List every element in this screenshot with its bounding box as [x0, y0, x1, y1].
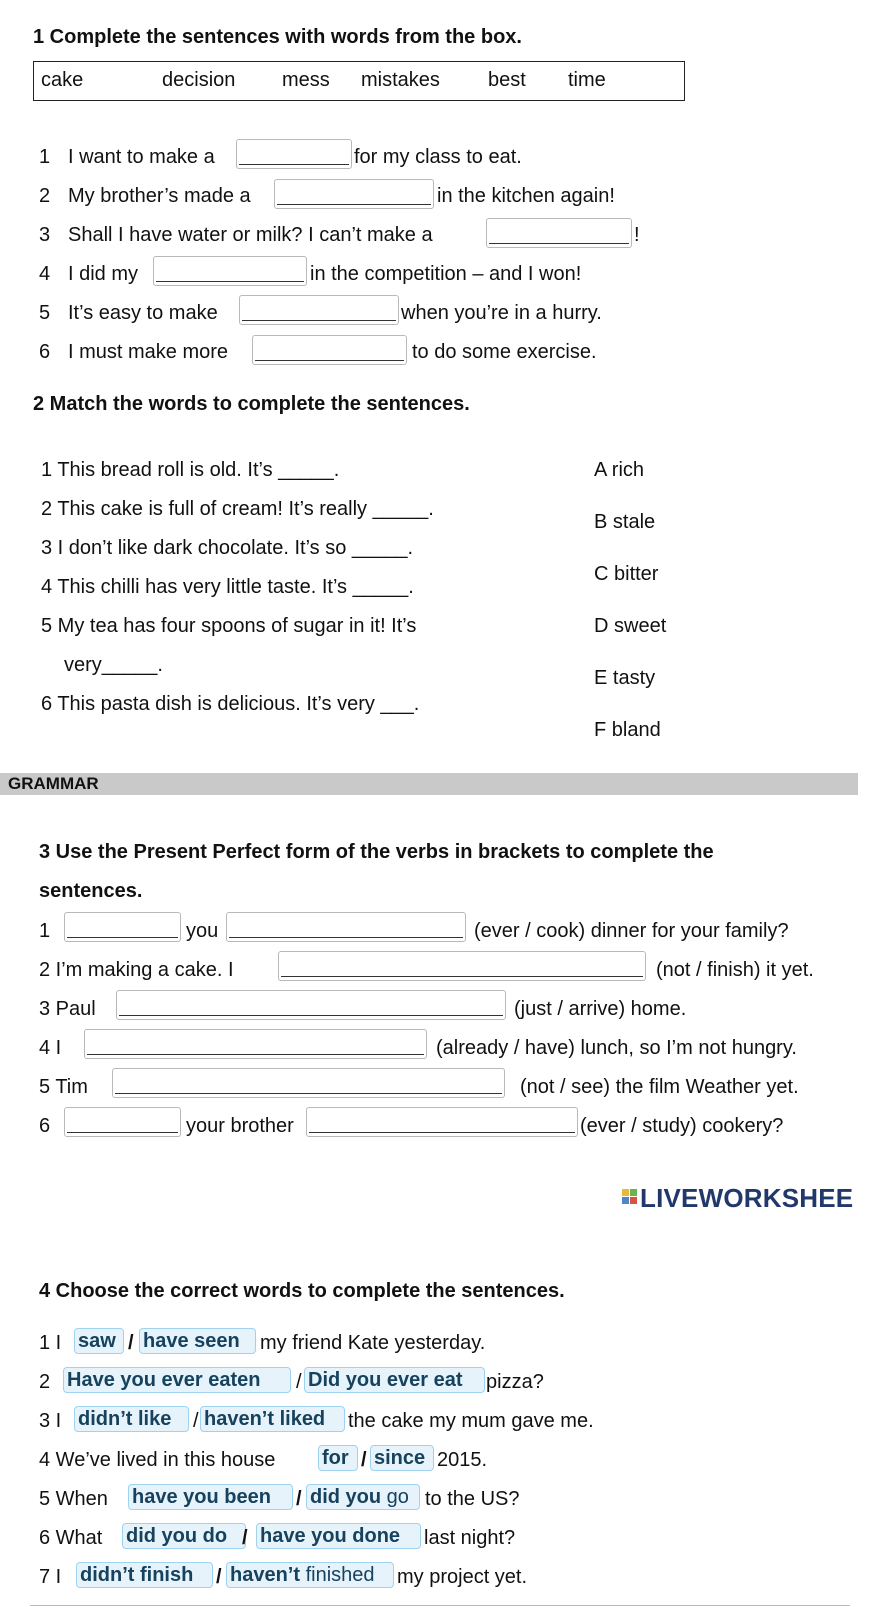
word-best: best — [488, 69, 526, 91]
ex3-hint-4: (already / have) lunch, so I’m not hungry. — [436, 1037, 797, 1059]
ex4-after-3: the cake my mum gave me. — [348, 1410, 594, 1432]
ex4-after-1: my friend Kate yesterday. — [260, 1332, 486, 1354]
ex4-choice-5b-bold: did you — [310, 1486, 382, 1508]
ex4-sep-2: / — [296, 1371, 302, 1393]
word-mess: mess — [282, 69, 330, 91]
ex1-answer-2[interactable] — [274, 179, 434, 209]
ex2-sentence-6: 6 This pasta dish is delicious. It’s very ___. — [41, 693, 420, 715]
ex3-answer-3[interactable] — [116, 990, 506, 1020]
ex1-num-3: 3 — [39, 224, 51, 246]
ex4-choice-3b[interactable]: haven’t liked — [200, 1406, 345, 1432]
ex4-choice-5b-normal: go — [386, 1486, 409, 1508]
ex4-after-7: my project yet. — [397, 1566, 528, 1588]
ex4-choice-3a[interactable]: didn’t like — [74, 1406, 189, 1432]
ex4-choice-2b[interactable]: Did you ever eat — [304, 1367, 485, 1393]
ex1-text-2: My brother’s made a — [68, 185, 251, 207]
ex1-text-5: It’s easy to make — [68, 302, 218, 324]
ex1-num-6: 6 — [39, 341, 51, 363]
ex2-sentence-1: 1 This bread roll is old. It’s _____. — [41, 459, 340, 481]
ex4-sep-4: / — [361, 1449, 367, 1471]
ex3-hint-1: (ever / cook) dinner for your family? — [474, 920, 789, 942]
ex1-heading: 1 Complete the sentences with words from the box. — [33, 26, 522, 48]
ex4-choice-7a[interactable]: didn’t finish — [76, 1562, 213, 1588]
ex4-sep-7: / — [216, 1566, 222, 1588]
word-cake: cake — [41, 69, 84, 91]
ex1-after-1: for my class to eat. — [354, 146, 522, 168]
ex3-lead-2: 2 I’m making a cake. I — [39, 959, 234, 981]
ex2-sentence-4: 4 This chilli has very little taste. It’s _____. — [41, 576, 414, 598]
ex3-mid-6: your brother — [186, 1115, 294, 1137]
ex3-mid-1: you — [186, 920, 219, 942]
ex3-hint-6: (ever / study) cookery? — [580, 1115, 784, 1137]
word-mistakes: mistakes — [361, 69, 440, 91]
ex4-after-6: last night? — [424, 1527, 516, 1549]
ex2-option-e: E tasty — [594, 667, 656, 689]
ex3-answer-5[interactable] — [112, 1068, 505, 1098]
ex4-lead-3: 3 I — [39, 1410, 62, 1432]
liveworksheets-logo-text: LIVEWORKSHEE — [640, 1183, 854, 1213]
ex4-after-2: pizza? — [486, 1371, 544, 1393]
ex4-lead-5: 5 When — [39, 1488, 108, 1510]
ex4-sep-6: / — [242, 1527, 248, 1549]
ex4-lead-6: 6 What — [39, 1527, 103, 1549]
ex1-num-1: 1 — [39, 146, 51, 168]
ex3-answer-4[interactable] — [84, 1029, 427, 1059]
ex1-text-3: Shall I have water or milk? I can’t make a — [68, 224, 433, 246]
ex1-answer-5[interactable] — [239, 295, 399, 325]
ex2-option-c: C bitter — [594, 563, 659, 585]
ex3-answer-2[interactable] — [278, 951, 646, 981]
grammar-label: GRAMMAR — [8, 774, 99, 793]
ex3-answer-1a[interactable] — [64, 912, 181, 942]
ex4-lead-7: 7 I — [39, 1566, 62, 1588]
ex4-choice-7b[interactable] — [226, 1562, 394, 1588]
ex1-answer-4[interactable] — [153, 256, 307, 286]
ex4-heading: 4 Choose the correct words to complete the sentences. — [39, 1280, 565, 1302]
ex4-choice-2a[interactable]: Have you ever eaten — [63, 1367, 291, 1393]
ex3-hint-2: (not / finish) it yet. — [656, 959, 814, 981]
ex4-after-5: to the US? — [425, 1488, 520, 1510]
ex1-after-2: in the kitchen again! — [437, 185, 615, 207]
ex1-after-6: to do some exercise. — [412, 341, 597, 363]
ex3-answer-1b[interactable] — [226, 912, 466, 942]
ex1-answer-6[interactable] — [252, 335, 407, 365]
ex1-num-4: 4 — [39, 263, 51, 285]
ex3-heading-line2: sentences. — [39, 880, 143, 902]
ex4-lead-4: 4 We’ve lived in this house — [39, 1449, 276, 1471]
ex1-text-4: I did my — [68, 263, 139, 285]
ex4-after-4: 2015. — [437, 1449, 488, 1471]
ex2-sentence-5-cont: very_____. — [64, 654, 163, 676]
liveworksheets-logo-icon — [622, 1189, 638, 1205]
ex4-choice-6a[interactable]: did you do — [122, 1523, 246, 1549]
ex4-choice-5b[interactable] — [306, 1484, 420, 1510]
ex1-answer-1[interactable] — [236, 139, 352, 169]
ex4-choice-1b[interactable]: have seen — [139, 1328, 256, 1354]
ex2-option-f: F bland — [594, 719, 661, 741]
ex3-hint-5: (not / see) the film Weather yet. — [520, 1076, 799, 1098]
ex1-text-1: I want to make a — [68, 146, 215, 168]
word-time: time — [568, 69, 606, 91]
word-decision: decision — [162, 69, 236, 91]
ex4-choice-7b-bold: haven’t — [230, 1564, 301, 1586]
ex4-sep-3: / — [193, 1410, 199, 1432]
grammar-section-bar — [0, 773, 858, 795]
ex2-sentence-3: 3 I don’t like dark chocolate. It’s so _____. — [41, 537, 414, 559]
ex3-hint-3: (just / arrive) home. — [514, 998, 687, 1020]
ex4-choice-4b[interactable]: since — [370, 1445, 434, 1471]
ex3-num-6: 6 — [39, 1115, 51, 1137]
bottom-divider — [30, 1605, 850, 1606]
ex1-after-3: ! — [634, 224, 640, 246]
ex3-lead-4: 4 I — [39, 1037, 62, 1059]
ex2-option-d: D sweet — [594, 615, 667, 637]
ex3-answer-6a[interactable] — [64, 1107, 181, 1137]
ex4-choice-1a[interactable]: saw — [74, 1328, 124, 1354]
ex1-after-4: in the competition – and I won! — [310, 263, 582, 285]
ex3-lead-5: 5 Tim — [39, 1076, 88, 1098]
ex2-sentence-5: 5 My tea has four spoons of sugar in it! It’s — [41, 615, 417, 637]
ex3-lead-3: 3 Paul — [39, 998, 96, 1020]
ex2-sentence-2: 2 This cake is full of cream! It’s really _____. — [41, 498, 434, 520]
ex3-num-1: 1 — [39, 920, 51, 942]
ex4-lead-1: 1 I — [39, 1332, 62, 1354]
ex1-num-5: 5 — [39, 302, 51, 324]
ex2-option-a: A rich — [594, 459, 645, 481]
ex2-heading: 2 Match the words to complete the sentences. — [33, 393, 470, 415]
ex4-choice-7b-normal: finished — [305, 1564, 375, 1586]
ex1-answer-3[interactable] — [486, 218, 632, 248]
ex4-sep-1: / — [128, 1332, 134, 1354]
ex4-choice-4a[interactable]: for — [318, 1445, 358, 1471]
ex1-after-5: when you’re in a hurry. — [401, 302, 602, 324]
ex2-option-b: B stale — [594, 511, 656, 533]
ex1-text-6: I must make more — [68, 341, 229, 363]
ex3-heading-line1: 3 Use the Present Perfect form of the verbs in brackets to complete the — [39, 841, 714, 863]
ex3-answer-6b[interactable] — [306, 1107, 578, 1137]
ex4-sep-5: / — [296, 1488, 302, 1510]
ex4-lead-2: 2 — [39, 1371, 51, 1393]
ex4-choice-6b[interactable]: have you done — [256, 1523, 421, 1549]
ex1-num-2: 2 — [39, 185, 51, 207]
ex4-choice-5a[interactable]: have you been — [128, 1484, 293, 1510]
